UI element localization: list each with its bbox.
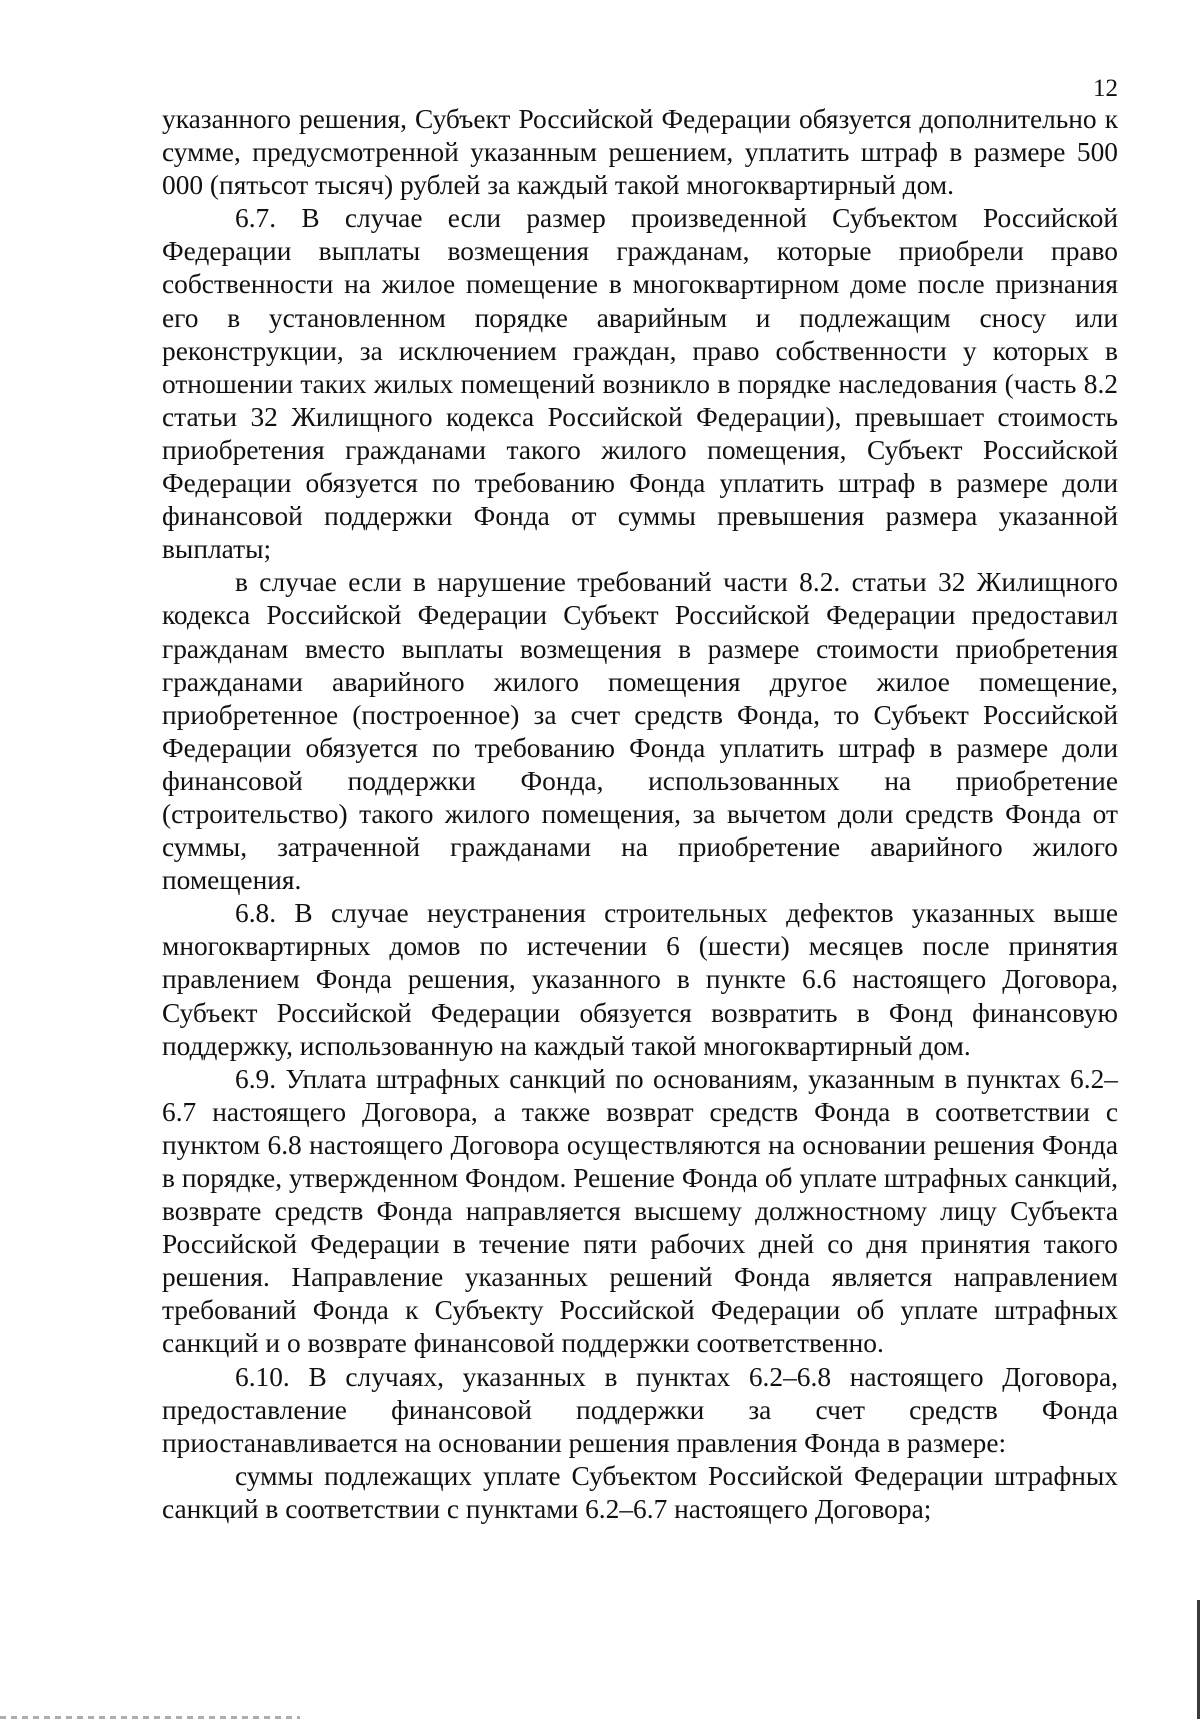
paragraph-6-7: 6.7. В случае если размер произведенной Субъектом Российской Федерации выплаты возмещения гражданам, которые приобрели право собственности на жилое помещение в многоквартирном доме после признания его в установленном порядке аварийным и подлежащим сносу или реконструкции, за исключением граждан, право собственности у которых в отношении таких жилых помещений возникло в порядке наследования (часть 8.2 статьи 32 Жилищного кодекса Российской Федерации), превышает стоимость приобретения гражданами такого жилого помещения, Субъект Российской Федерации обязуется по требованию Фонда уплатить штраф в размере доли финансовой поддержки Фонда от суммы превышения размера указанной выплаты; — [162, 203, 1118, 565]
page-number: 12 — [1093, 75, 1118, 102]
paragraph-6-8: 6.8. В случае неустранения строительных дефектов указанных выше многоквартирных домов по истечении 6 (шести) месяцев после принятия правлением Фонда решения, указанного в пункте 6.6 настоящего Договора, Субъект Российской Федерации обязуется возвратить в Фонд финансовую поддержку, использованную на каждый такой многоквартирный дом. — [162, 898, 1118, 1061]
paragraph-6-10-item: суммы подлежащих уплате Субъектом Российской Федерации штрафных санкций в соответствии с пунктами 6.2–6.7 настоящего Договора; — [162, 1460, 1118, 1524]
paragraph-6-7-second: в случае если в нарушение требований части 8.2. статьи 32 Жилищного кодекса Российской Федерации Субъект Российской Федерации предоставил гражданам вместо выплаты возмещения в размере стоимости приобретения гражданами аварийного жилого помещения другое жилое помещение, приобретенное (построенное) за счет средств Фонда, то Субъект Российской Федерации обязуется по требованию Фонда уплатить штраф в размере доли финансовой поддержки Фонда, использованных на приобретение (строительство) такого жилого помещения, за вычетом доли средств Фонда от суммы, затраченной гражданами на приобретение аварийного жилого помещения. — [162, 567, 1118, 896]
paragraph-6-9: 6.9. Уплата штрафных санкций по основаниям, указанным в пунктах 6.2–6.7 настоящего Договора, а также возврат средств Фонда в соответствии с пунктом 6.8 настоящего Договора осуществляются на основании решения Фонда в порядке, утвержденном Фондом. Решение Фонда об уплате штрафных санкций, возврате средств Фонда направляется высшему должностному лицу Субъекта Российской Федерации в течение пяти рабочих дней со дня принятия такого решения. Направление указанных решений Фонда является направлением требований Фонда к Субъекту Российской Федерации об уплате штрафных санкций и о возврате финансовой поддержки соответственно. — [162, 1063, 1118, 1359]
paragraph-continuation: указанного решения, Субъект Российской Федерации обязуется дополнительно к сумме, предусмотренной указанным решением, уплатить штраф в размере 500 000 (пятьсот тысяч) рублей за каждый такой многоквартирный дом. — [162, 104, 1118, 201]
paragraph-6-10: 6.10. В случаях, указанных в пунктах 6.2–6.8 настоящего Договора, предоставление финансовой поддержки за счет средств Фонда приостанавливается на основании решения правления Фонда в размере: — [162, 1361, 1118, 1458]
document-body — [162, 103, 1118, 1526]
